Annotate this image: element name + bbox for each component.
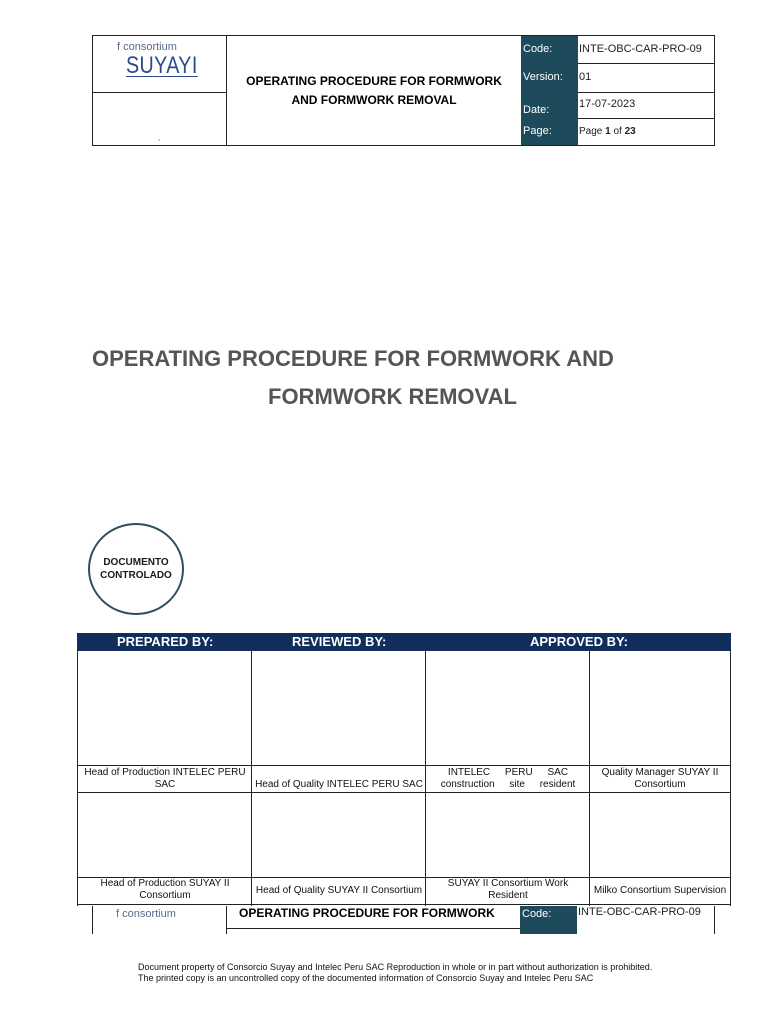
repeat-code-value: INTE-OBC-CAR-PRO-09 bbox=[578, 906, 701, 918]
header-row-line bbox=[578, 63, 714, 64]
footer-line2: The printed copy is an uncontrolled copy of the documented information of Consorcio Suyay and Intelec Peru SAC bbox=[138, 973, 594, 983]
document-title-line1: OPERATING PROCEDURE FOR FORMWORK AND bbox=[92, 346, 614, 371]
version-label: Version: bbox=[523, 71, 563, 83]
signature-role: Head of Quality INTELEC PERU SAC bbox=[255, 779, 423, 790]
page-current: 1 bbox=[605, 126, 611, 137]
header-title-line1: OPERATING PROCEDURE FOR FORMWORK bbox=[246, 73, 502, 88]
repeat-border bbox=[92, 906, 93, 934]
signature-role: INTELEC PERU SAC construction site resident bbox=[440, 767, 576, 790]
suyay-logo: SUYAYI bbox=[126, 52, 198, 79]
header-row-line bbox=[578, 118, 714, 119]
code-value: INTE-OBC-CAR-PRO-09 bbox=[579, 43, 702, 55]
header-title-line2: AND FORMWORK REMOVAL bbox=[291, 92, 457, 107]
row-divider bbox=[78, 765, 730, 766]
signature-role: Head of Quality SUYAY II Consortium bbox=[255, 885, 423, 896]
page-value bbox=[579, 126, 636, 137]
prepared-by-header: PREPARED BY: bbox=[117, 634, 214, 649]
signature-table bbox=[77, 651, 731, 906]
controlled-document-stamp bbox=[88, 523, 184, 615]
date-value: 17-07-2023 bbox=[579, 98, 636, 110]
repeat-border bbox=[226, 906, 227, 934]
page-of: of bbox=[613, 126, 622, 137]
repeat-border bbox=[714, 906, 715, 934]
date-label: Date: bbox=[523, 104, 550, 116]
page-label: Page: bbox=[523, 125, 552, 137]
page-prefix: Page bbox=[579, 126, 603, 137]
signature-role: Milko Consortium Supervision bbox=[593, 885, 727, 896]
logo-divider bbox=[93, 92, 227, 93]
document-header bbox=[92, 35, 715, 146]
document-footer bbox=[138, 962, 658, 984]
col-divider bbox=[589, 651, 590, 906]
col-divider bbox=[425, 651, 426, 906]
dot-mark bbox=[158, 139, 160, 141]
repeat-logo-text: f consortium bbox=[116, 908, 176, 920]
logo-cell bbox=[93, 36, 227, 145]
approved-by-header: APPROVED BY: bbox=[530, 634, 628, 649]
repeated-header bbox=[92, 906, 715, 934]
reviewed-by-header: REVIEWED BY: bbox=[292, 634, 387, 649]
signature-role: Head of Production SUYAY II Consortium bbox=[100, 878, 230, 901]
page-total: 23 bbox=[624, 126, 636, 137]
signature-header-bar bbox=[77, 633, 731, 651]
col-divider bbox=[251, 651, 252, 906]
signature-role: Head of Production INTELEC PERU SAC bbox=[84, 767, 246, 790]
row-divider bbox=[78, 904, 730, 905]
header-title bbox=[227, 36, 521, 145]
repeat-title: OPERATING PROCEDURE FOR FORMWORK bbox=[239, 906, 495, 920]
document-title bbox=[92, 340, 672, 416]
consortium-logo-text: f consortium bbox=[117, 41, 177, 53]
footer-line1: Document property of Consorcio Suyay and Intelec Peru SAC Reproduction in whole or in part without authorization is prohibited. bbox=[138, 962, 653, 972]
signature-role: Quality Manager SUYAY II Consortium bbox=[601, 767, 719, 790]
stamp-line1: DOCUMENTO bbox=[103, 557, 169, 568]
version-value: 01 bbox=[579, 71, 592, 83]
stamp-line2: CONTROLADO bbox=[100, 570, 172, 581]
code-label: Code: bbox=[523, 43, 553, 55]
header-row-line bbox=[578, 92, 714, 93]
repeat-code-label: Code: bbox=[522, 908, 552, 920]
repeat-bottom-line bbox=[226, 928, 520, 929]
row-divider bbox=[78, 792, 730, 793]
document-title-line2: FORMWORK REMOVAL bbox=[268, 384, 517, 409]
signature-role: SUYAY II Consortium Work Resident bbox=[447, 878, 569, 901]
